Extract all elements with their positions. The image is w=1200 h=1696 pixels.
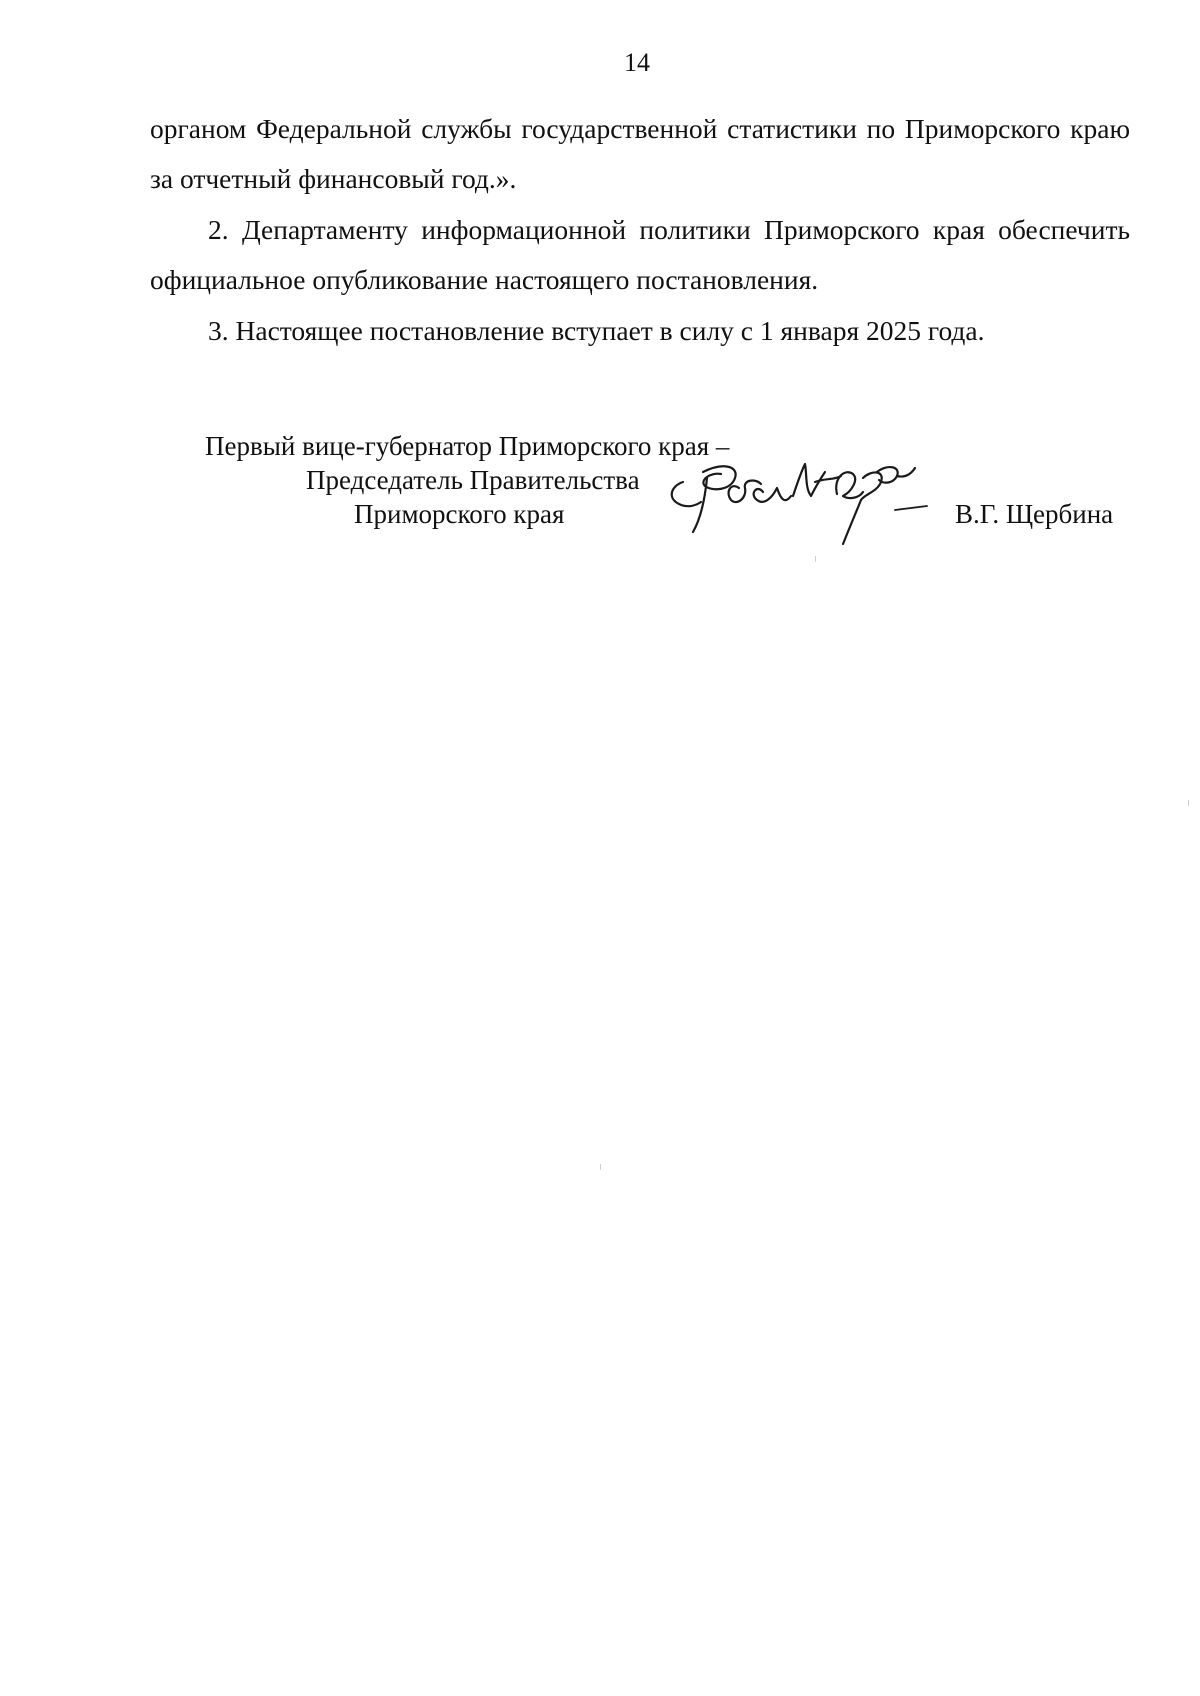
- scan-speck: [600, 1164, 601, 1170]
- signatory-title-line-3: Приморского края: [354, 499, 565, 529]
- paragraph-item-2: 2. Департаменту информационной политики Приморского края обеспечить официальное опубликование настоящего постановления.: [150, 214, 1130, 295]
- signature-block: [0, 430, 1200, 560]
- signatory-title-line-2: Председатель Правительства: [306, 465, 640, 495]
- scan-speck: [1188, 800, 1189, 806]
- scan-speck: [815, 556, 816, 562]
- signatory-name: В.Г. Щербина: [955, 499, 1114, 529]
- handwritten-signature-icon: [665, 448, 945, 556]
- signatory-title-line-1: Первый вице-губернатор Приморского края –: [205, 431, 730, 461]
- paragraph-continuation: органом Федеральной службы государственной статистики по Приморского краю за отчетный финансовый год.».: [150, 113, 1130, 194]
- page-number: 14: [624, 48, 650, 77]
- paragraph-item-3: 3. Настоящее постановление вступает в силу с 1 января 2025 года.: [208, 315, 985, 346]
- document-body: [150, 104, 1130, 356]
